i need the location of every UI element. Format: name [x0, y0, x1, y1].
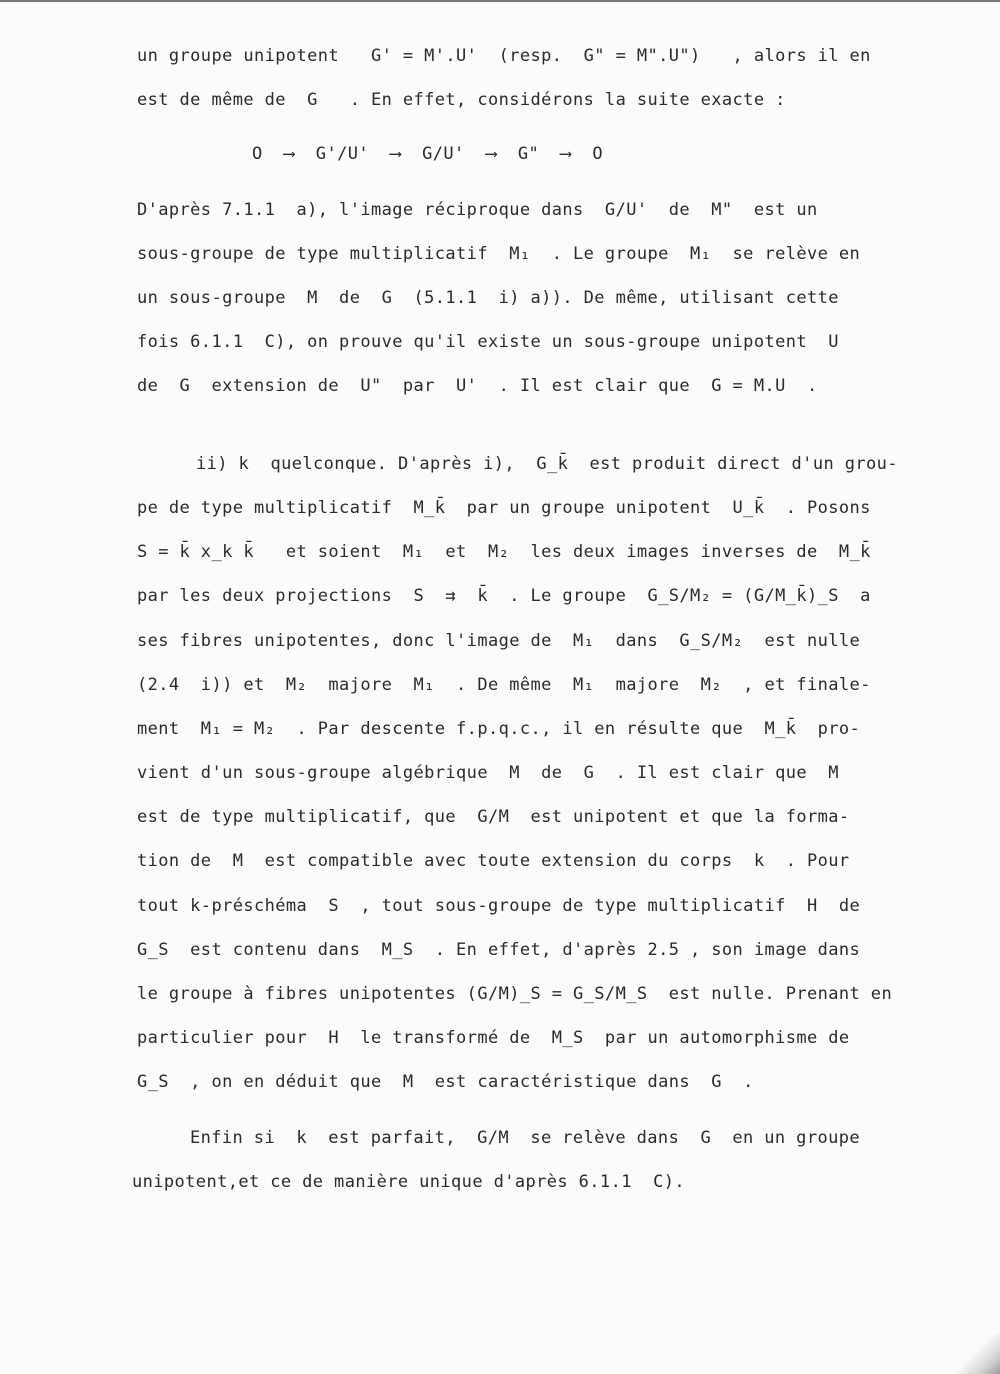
text-line-16: est de type multiplicatif, que G/M est unipotent et que la forma- [137, 807, 850, 827]
text-line-8: ii) k quelconque. D'après i), G_k̄ est produit direct d'un grou- [196, 454, 898, 474]
exact-sequence: O ⟶ G'/U' ⟶ G/U' ⟶ G" ⟶ O [252, 144, 603, 164]
text-line-18: tout k-préschéma S , tout sous-groupe de type multiplicatif H de [137, 896, 861, 916]
page-corner-shadow [945, 1334, 1000, 1374]
text-line-20: le groupe à fibres unipotentes (G/M)_S = G_S/M_S est nulle. Prenant en [137, 984, 893, 1004]
text-line-6: fois 6.1.1 C), on prouve qu'il existe un sous-groupe unipotent U [137, 332, 839, 352]
text-line-12: ses fibres unipotentes, donc l'image de M₁ dans G_S/M₂ est nulle [137, 631, 861, 651]
text-line-23: Enfin si k est parfait, G/M se relève dans G en un groupe [190, 1128, 860, 1148]
text-line-10: S = k̄ x_k k̄ et soient M₁ et M₂ les deux images inverses de M_k̄ [137, 542, 871, 562]
text-line-15: vient d'un sous-groupe algébrique M de G . Il est clair que M [137, 763, 839, 783]
text-line-2: est de même de G . En effet, considérons la suite exacte : [137, 90, 786, 110]
text-line-9: pe de type multiplicatif M_k̄ par un groupe unipotent U_k̄ . Posons [137, 498, 871, 518]
text-line-19: G_S est contenu dans M_S . En effet, d'après 2.5 , son image dans [137, 940, 861, 960]
text-line-22: G_S , on en déduit que M est caractéristique dans G . [137, 1072, 754, 1092]
text-line-13: (2.4 i)) et M₂ majore M₁ . De même M₁ majore M₂ , et finale- [137, 675, 871, 695]
text-line-3: D'après 7.1.1 a), l'image réciproque dans G/U' de M" est un [137, 200, 818, 220]
text-line-7: de G extension de U" par U' . Il est clair que G = M.U . [137, 376, 818, 396]
text-line-21: particulier pour H le transformé de M_S par un automorphisme de [137, 1028, 850, 1048]
text-line-24: unipotent,et ce de manière unique d'après 6.1.1 C). [132, 1172, 686, 1192]
text-line-4: sous-groupe de type multiplicatif M₁ . Le groupe M₁ se relève en [137, 244, 861, 264]
text-line-1: un groupe unipotent G' = M'.U' (resp. G" = M".U") , alors il en [137, 46, 871, 66]
text-line-14: ment M₁ = M₂ . Par descente f.p.q.c., il en résulte que M_k̄ pro- [137, 719, 861, 739]
text-line-11: par les deux projections S ⇉ k̄ . Le groupe G_S/M₂ = (G/M_k̄)_S a [137, 586, 871, 606]
text-line-5: un sous-groupe M de G (5.1.1 i) a)). De même, utilisant cette [137, 288, 839, 308]
text-line-17: tion de M est compatible avec toute extension du corps k . Pour [137, 851, 850, 871]
